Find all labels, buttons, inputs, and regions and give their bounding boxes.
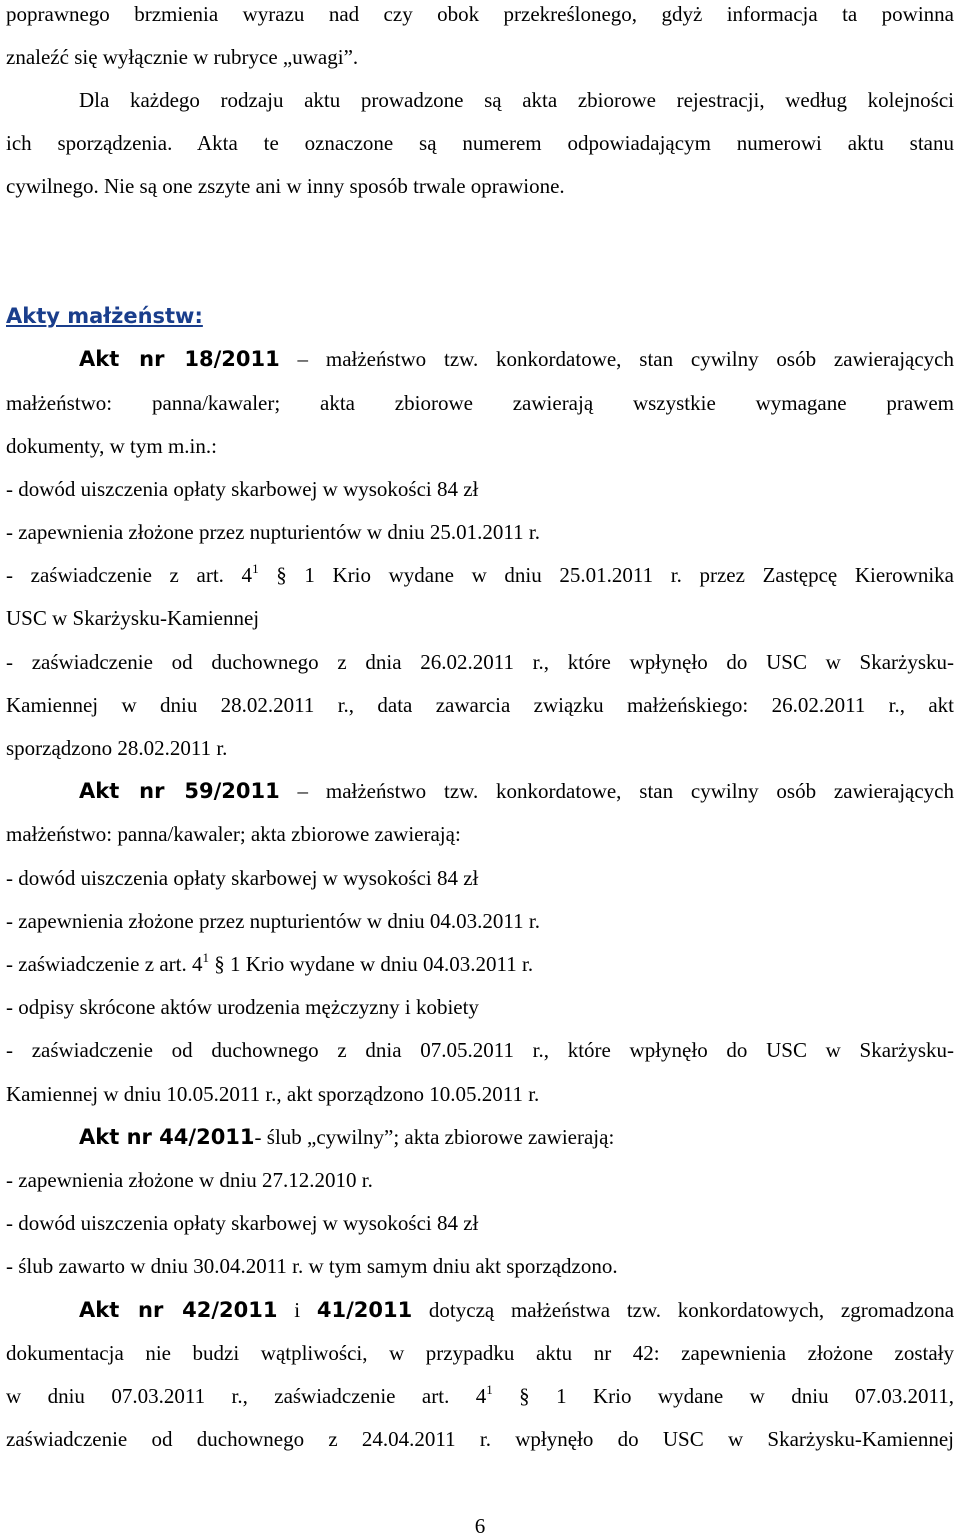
- akt-59-text: – małżeństwo tzw. konkordatowe, stan cywilny osób zawierających: [279, 779, 955, 803]
- superscript: 1: [486, 1382, 493, 1397]
- list-item-text: - zaświadczenie z art. 4: [6, 952, 203, 976]
- list-item: - dowód uiszczenia opłaty skarbowej w wysokości 84 zł: [6, 866, 479, 890]
- list-item: Kamiennej w dniu 10.05.2011 r., akt sporządzono 10.05.2011 r.: [6, 1082, 540, 1106]
- akt-44-line: [79, 1123, 954, 1151]
- akt-42-line: [79, 1296, 954, 1324]
- list-item: sporządzono 28.02.2011 r.: [6, 736, 228, 760]
- page-number: 6: [474, 1514, 486, 1538]
- akt-42-line: zaświadczenie od duchownego z 24.04.2011 r. wpłynęło do USC w Skarżysku-Kamiennej: [6, 1427, 954, 1451]
- list-item: - zaświadczenie od duchownego z dnia 26.02.2011 r., które wpłynęło do USC w Skarżysku-: [6, 650, 954, 674]
- akt-42-text: § 1 Krio wydane w dniu 07.03.2011,: [492, 1384, 954, 1408]
- list-item-text: § 1 Krio wydane w dniu 04.03.2011 r.: [208, 952, 534, 976]
- superscript: 1: [202, 950, 209, 965]
- paragraph-line: Dla każdego rodzaju aktu prowadzone są akta zbiorowe rejestracji, według kolejności: [79, 88, 954, 112]
- akt-18-line: [79, 345, 954, 373]
- superscript: 1: [252, 561, 259, 576]
- list-item: - odpisy skrócone aktów urodzenia mężczyzny i kobiety: [6, 995, 479, 1019]
- list-item: Kamiennej w dniu 28.02.2011 r., data zawarcia związku małżeńskiego: 26.02.2011 r., akt: [6, 693, 954, 717]
- akt-59-label: Akt nr 59/2011: [79, 779, 280, 803]
- akt-59-line: małżeństwo: panna/kawaler; akta zbiorowe zawierają:: [6, 822, 461, 846]
- paragraph-line: znaleźć się wyłącznie w rubryce „uwagi”.: [6, 45, 359, 69]
- akt-42-text: i: [277, 1298, 317, 1322]
- akt-42-line: [6, 1382, 954, 1410]
- list-item-text: - zaświadczenie z art. 4: [6, 563, 253, 587]
- akt-18-line: dokumenty, w tym m.in.:: [6, 434, 217, 458]
- list-item: - ślub zawarto w dniu 30.04.2011 r. w tym samym dniu akt sporządzono.: [6, 1254, 618, 1278]
- list-item: - dowód uiszczenia opłaty skarbowej w wysokości 84 zł: [6, 1211, 479, 1235]
- section-heading: Akty małżeństw:: [6, 304, 203, 328]
- paragraph-line: ich sporządzenia. Akta te oznaczone są numerem odpowiadającym numerowi aktu stanu: [6, 131, 954, 155]
- list-item: USC w Skarżysku-Kamiennej: [6, 606, 260, 630]
- list-item: - zapewnienia złożone przez nupturientów w dniu 25.01.2011 r.: [6, 520, 540, 544]
- akt-44-label: Akt nr 44/2011: [79, 1125, 255, 1149]
- akt-44-text: - ślub „cywilny”; akta zbiorowe zawierają:: [254, 1125, 615, 1149]
- list-item: - dowód uiszczenia opłaty skarbowej w wysokości 84 zł: [6, 477, 479, 501]
- list-item: [6, 950, 954, 978]
- akt-18-line: małżeństwo: panna/kawaler; akta zbiorowe zawierają wszystkie wymagane prawem: [6, 391, 954, 415]
- list-item: - zapewnienia złożone w dniu 27.12.2010 r.: [6, 1168, 373, 1192]
- akt-42-line: dokumentacja nie budzi wątpliwości, w przypadku aktu nr 42: zapewnienia złożone zostały: [6, 1341, 954, 1365]
- list-item-text: § 1 Krio wydane w dniu 25.01.2011 r. przez Zastępcę Kierownika: [258, 563, 954, 587]
- paragraph-line: poprawnego brzmienia wyrazu nad czy obok przekreślonego, gdyż informacja ta powinna: [6, 2, 954, 26]
- list-item: - zapewnienia złożone przez nupturientów w dniu 04.03.2011 r.: [6, 909, 540, 933]
- akt-42-text: dotyczą małżeństwa tzw. konkordatowych, zgromadzona: [412, 1298, 955, 1322]
- akt-18-text: – małżeństwo tzw. konkordatowe, stan cywilny osób zawierających: [279, 347, 955, 371]
- akt-18-label: Akt nr 18/2011: [79, 347, 280, 371]
- akt-42-label: Akt nr 42/2011: [79, 1298, 278, 1322]
- list-item: - zaświadczenie od duchownego z dnia 07.05.2011 r., które wpłynęło do USC w Skarżysku-: [6, 1038, 954, 1062]
- akt-41-label: 41/2011: [316, 1298, 413, 1322]
- list-item: [6, 561, 954, 589]
- paragraph-line: cywilnego. Nie są one zszyte ani w inny sposób trwale oprawione.: [6, 174, 565, 198]
- akt-42-text: w dniu 07.03.2011 r., zaświadczenie art. 4: [6, 1384, 487, 1408]
- akt-59-line: [79, 777, 954, 805]
